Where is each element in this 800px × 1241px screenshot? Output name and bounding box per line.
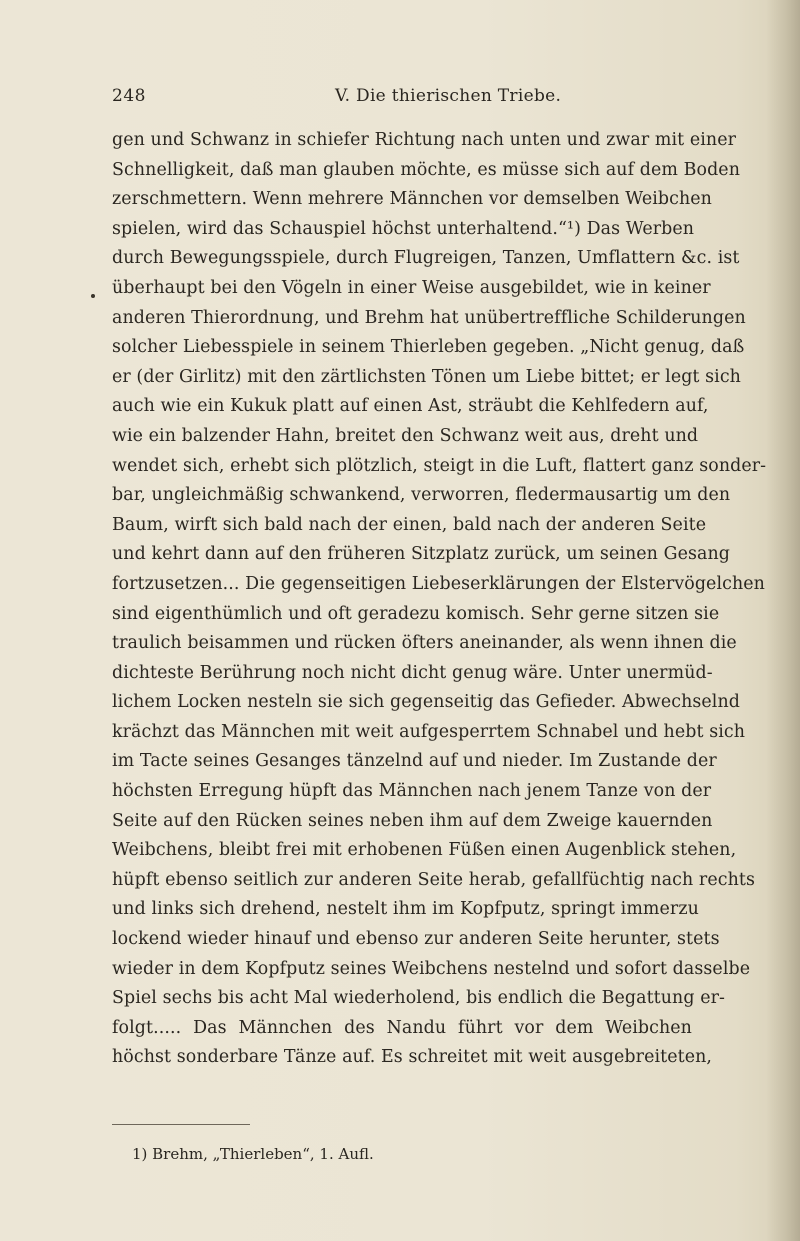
text-line: wie ein balzender Hahn, breitet den Schwanz weit aus, dreht und <box>112 425 699 446</box>
page-number: 248 <box>112 86 146 106</box>
text-line: gen und Schwanz in schiefer Richtung nach unten und zwar mit einer <box>112 130 737 150</box>
footnote: 1) Brehm, „Thierleben“, 1. Aufl. <box>132 1145 374 1163</box>
text-line: höchsten Erregung hüpft das Männchen nach jenem Tanze von der <box>112 781 712 802</box>
text-line: folgt..... Das Männchen des Nandu führt vor dem Weibchen <box>112 1017 692 1038</box>
text-line: bar, ungleichmäßig schwankend, verworren, fledermausartig um den <box>112 485 731 506</box>
margin-mark <box>91 294 95 298</box>
text-line: Weibchens, bleibt frei mit erhobenen Füßen einen Augenblick stehen, <box>112 840 737 861</box>
text-line: traulich beisammen und rücken öfters aneinander, als wenn ihnen die <box>112 633 737 654</box>
text-line: hüpft ebenso seitlich zur anderen Seite herab, gefallfüchtig nach rechts <box>112 869 755 890</box>
text-line: anderen Thierordnung, und Brehm hat unübertreffliche Schilderungen <box>112 307 746 328</box>
text-line: Schnelligkeit, daß man glauben möchte, es müsse sich auf dem Boden <box>112 159 740 180</box>
running-head: V. Die thierischen Triebe. <box>335 86 562 106</box>
text-line: lichem Locken nesteln sie sich gegenseitig das Gefieder. Abwechselnd <box>112 692 741 713</box>
text-line: krächzt das Männchen mit weit aufgesperrtem Schnabel und hebt sich <box>112 721 746 742</box>
text-line: spielen, wird das Schauspiel höchst unterhaltend.“¹) Das Werben <box>112 218 695 239</box>
text-line: durch Bewegungsspiele, durch Flugreigen, Tanzen, Umflattern &c. ist <box>112 248 740 269</box>
text-line: Spiel sechs bis acht Mal wiederholend, bis endlich die Begattung er- <box>112 988 725 1009</box>
footnote-rule <box>112 1124 250 1125</box>
page-edge-shadow <box>766 0 800 1241</box>
text-line: im Tacte seines Gesanges tänzelnd auf und nieder. Im Zustande der <box>112 751 717 772</box>
text-line: wendet sich, erhebt sich plötzlich, steigt in die Luft, flattert ganz sonder- <box>112 455 767 476</box>
text-line: dichteste Berührung noch nicht dicht genug wäre. Unter unermüd- <box>112 662 713 683</box>
page-header <box>112 86 684 118</box>
text-line: sind eigenthümlich und oft geradezu komisch. Sehr gerne sitzen sie <box>112 603 720 624</box>
text-line: er (der Girlitz) mit den zärtlichsten Tönen um Liebe bittet; er legt sich <box>112 366 741 387</box>
text-line: auch wie ein Kukuk platt auf einen Ast, sträubt die Kehlfedern auf, <box>112 396 709 417</box>
text-line: lockend wieder hinauf und ebenso zur anderen Seite herunter, stets <box>112 929 720 950</box>
text-line: fortzusetzen... Die gegenseitigen Liebeserklärungen der Elstervögelchen <box>112 573 765 594</box>
text-line: wieder in dem Kopfputz seines Weibchens nestelnd und sofort dasselbe <box>112 958 751 979</box>
text-line: und kehrt dann auf den früheren Sitzplatz zurück, um seinen Gesang <box>112 544 731 565</box>
text-line: zerschmettern. Wenn mehrere Männchen vor demselben Weibchen <box>112 189 712 210</box>
text-line: und links sich drehend, nestelt ihm im Kopfputz, springt immerzu <box>112 899 699 920</box>
text-line: Seite auf den Rücken seines neben ihm auf dem Zweige kauernden <box>112 810 713 831</box>
text-line: höchst sonderbare Tänze auf. Es schreitet mit weit ausgebreiteten, <box>112 1047 713 1068</box>
text-line: solcher Liebesspiele in seinem Thierleben gegeben. „Nicht genug, daß <box>112 337 745 358</box>
text-line: überhaupt bei den Vögeln in einer Weise ausgebildet, wie in keiner <box>112 277 711 298</box>
body-text <box>112 126 767 1073</box>
text-line: Baum, wirft sich bald nach der einen, bald nach der anderen Seite <box>112 514 707 535</box>
